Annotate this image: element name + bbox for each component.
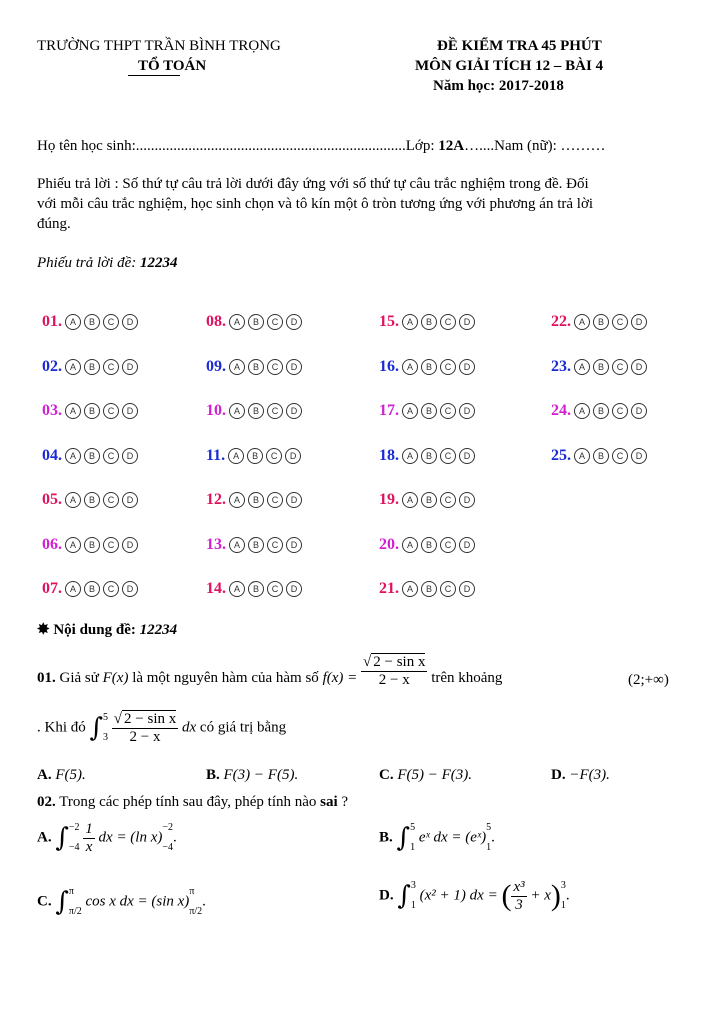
answer-row [379, 491, 475, 509]
q2d-upper: 3 [410, 880, 416, 891]
answer-number: 02. [42, 357, 62, 375]
q2a-eval [162, 818, 173, 858]
answer-bubble-a[interactable]: A [402, 581, 418, 597]
answer-bubble-c[interactable]: C [103, 537, 119, 553]
answer-row [206, 447, 301, 465]
integral-icon: ∫ [55, 823, 69, 853]
answer-bubble-d[interactable]: D [286, 537, 302, 553]
school-year: Năm học: 2017-2018 [433, 78, 564, 94]
answer-bubble-a[interactable]: A [402, 537, 418, 553]
q2a-frac-bottom: x [85, 838, 93, 855]
answer-number: 18. [379, 446, 399, 464]
q2c-eval-lower: π/2 [189, 906, 203, 917]
answer-number: 21. [379, 580, 399, 597]
answer-bubble-c[interactable]: C [267, 492, 283, 508]
answer-bubble-d[interactable]: D [122, 314, 138, 330]
q2c-rest: cos x dx = (sin x) [85, 893, 190, 910]
answer-bubble-b[interactable]: B [421, 448, 437, 464]
answer-row [379, 580, 475, 598]
answer-bubble-a[interactable]: A [574, 314, 590, 330]
answer-bubble-d[interactable]: D [459, 403, 475, 419]
answer-bubble-d[interactable]: D [122, 403, 138, 419]
q1-option-d-value: −F(3). [569, 767, 610, 783]
q1-option-a[interactable] [37, 767, 86, 784]
answer-row [42, 491, 138, 509]
answer-bubble-b[interactable]: B [248, 359, 264, 375]
answer-bubble-c[interactable]: C [266, 448, 282, 464]
answer-row [42, 313, 138, 331]
q2a-eval-upper: −2 [162, 822, 174, 833]
answer-bubble-c[interactable]: C [612, 359, 628, 375]
answer-number: 16. [379, 357, 399, 375]
q1-fraction-2 [112, 711, 178, 746]
answer-bubble-c[interactable]: C [267, 537, 283, 553]
answer-bubble-a[interactable]: A [574, 448, 590, 464]
answer-row [379, 313, 475, 331]
answer-bubble-b[interactable]: B [248, 581, 264, 597]
answer-bubble-d[interactable]: D [122, 359, 138, 375]
answer-bubble-d[interactable]: D [286, 314, 302, 330]
answer-bubble-d[interactable]: D [286, 359, 302, 375]
answer-bubble-a[interactable]: A [229, 359, 245, 375]
integral-icon: ∫ [55, 887, 69, 917]
answer-bubble-d[interactable]: D [122, 492, 138, 508]
answer-bubble-d[interactable]: D [122, 537, 138, 553]
answer-bubble-a[interactable]: A [65, 403, 81, 419]
answer-bubble-c[interactable]: C [440, 581, 456, 597]
exam-code: 12234 [140, 255, 178, 271]
answer-bubble-b[interactable]: B [421, 581, 437, 597]
q1-option-c-value: F(5) − F(3). [397, 767, 473, 783]
answer-bubble-a[interactable]: A [229, 537, 245, 553]
answer-row [379, 447, 475, 465]
answer-number: 25. [551, 446, 571, 464]
q2c-limits [69, 882, 82, 922]
answer-bubble-a[interactable]: A [402, 448, 418, 464]
answer-bubble-b[interactable]: B [84, 492, 100, 508]
class-value: 12A [438, 138, 465, 154]
q2c-eval [189, 882, 202, 922]
instruction-line-3: đúng. [37, 216, 71, 232]
answer-number: 08. [206, 313, 226, 330]
answer-row [551, 447, 647, 465]
q2b-eval [486, 818, 491, 858]
answer-bubble-d[interactable]: D [631, 314, 647, 330]
answer-bubble-a[interactable]: A [229, 492, 245, 508]
q1-option-b-value: F(3) − F(5). [223, 767, 299, 783]
paren-close: ) [550, 879, 561, 912]
q2-bold-word: sai [320, 794, 338, 810]
answer-bubble-d[interactable]: D [459, 581, 475, 597]
answer-bubble-b[interactable]: B [248, 403, 264, 419]
content-heading [37, 620, 177, 639]
exam-title: ĐỀ KIỂM TRA 45 PHÚT [437, 38, 602, 54]
answer-sheet-label: Phiếu trả lời đề: [37, 255, 140, 271]
answer-number: 24. [551, 402, 571, 419]
answer-number: 09. [206, 357, 226, 375]
dept-underline [128, 75, 180, 76]
answer-row [42, 402, 138, 420]
answer-number: 05. [42, 491, 62, 508]
star-icon: ✸ [37, 622, 50, 638]
q2-opt-b-label: B. [379, 829, 393, 846]
answer-number: 06. [42, 535, 62, 553]
answer-bubble-a[interactable]: A [65, 359, 81, 375]
answer-number: 15. [379, 313, 399, 330]
answer-bubble-d[interactable]: D [459, 448, 475, 464]
answer-row [42, 447, 138, 465]
q1-sqrt: 2 − sin x [373, 654, 426, 670]
q1-text-a: Giả sử [55, 669, 103, 686]
q2d-frac-bottom: 3 [515, 896, 523, 913]
answer-bubble-b[interactable]: B [421, 359, 437, 375]
q2d-eval-lower: 1 [560, 900, 566, 911]
q2d-fraction [511, 879, 526, 914]
answer-bubble-b[interactable]: B [84, 448, 100, 464]
q2c-upper: π [68, 886, 74, 897]
instruction-line-2: với mỗi câu trắc nghiệm, học sinh chọn và tô kín một ô tròn tương ứng với phương án trả lời [37, 196, 594, 212]
answer-bubble-b[interactable]: B [421, 537, 437, 553]
answer-bubble-d[interactable]: D [459, 314, 475, 330]
answer-number: 13. [206, 535, 226, 553]
q1-option-c[interactable] [379, 767, 472, 784]
answer-bubble-c[interactable]: C [440, 314, 456, 330]
answer-bubble-c[interactable]: C [103, 403, 119, 419]
q2-opt-d-label: D. [379, 887, 394, 904]
answer-number: 22. [551, 313, 571, 330]
answer-bubble-d[interactable]: D [286, 403, 302, 419]
answer-bubble-d[interactable]: D [459, 492, 475, 508]
answer-bubble-b[interactable]: B [84, 537, 100, 553]
answer-row [42, 358, 138, 376]
answer-bubble-c[interactable]: C [267, 359, 283, 375]
q2d-eval-upper: 3 [560, 880, 566, 891]
q1-frac-top: √ 2 − sin x [363, 654, 426, 670]
q2-option-c[interactable]: C. ∫ π π/2 cos x dx = (sin x) π π/2 . [37, 882, 206, 922]
answer-bubble-a[interactable]: A [65, 581, 81, 597]
answer-bubble-c[interactable]: C [612, 314, 628, 330]
answer-bubble-d[interactable]: D [631, 359, 647, 375]
q2b-eval-upper: 5 [486, 822, 492, 833]
q2c-eval-upper: π [189, 886, 195, 897]
department-name: TỔ TOÁN [138, 58, 207, 74]
answer-bubble-a[interactable]: A [229, 403, 245, 419]
answer-row [379, 358, 475, 376]
answer-bubble-b[interactable]: B [593, 314, 609, 330]
answer-bubble-c[interactable]: C [267, 581, 283, 597]
instruction-line-1: Phiếu trả lời : Số thứ tự câu trả lời dưới đây ứng với số thứ tự câu trắc nghiệm trong đề. Đối [37, 176, 589, 192]
answer-bubble-b[interactable]: B [84, 403, 100, 419]
answer-number: 12. [206, 491, 226, 508]
answer-bubble-b[interactable]: B [421, 492, 437, 508]
answer-number: 17. [379, 402, 399, 419]
answer-sheet-heading [37, 255, 178, 272]
answer-bubble-b[interactable]: B [84, 359, 100, 375]
answer-bubble-d[interactable]: D [459, 359, 475, 375]
q2a-upper: −2 [68, 822, 80, 833]
integral-icon: ∫ [397, 881, 411, 911]
answer-bubble-b[interactable]: B [247, 448, 263, 464]
answer-bubble-c[interactable]: C [440, 537, 456, 553]
question-2 [37, 794, 348, 811]
school-name: TRƯỜNG THPT TRẦN BÌNH TRỌNG [37, 38, 281, 54]
answer-bubble-a[interactable]: A [65, 314, 81, 330]
answer-bubble-a[interactable]: A [65, 537, 81, 553]
q2a-rest: dx = (ln x) [98, 829, 163, 846]
answer-number: 19. [379, 491, 399, 508]
q1-option-b-label: B. [206, 767, 220, 783]
answer-number: 14. [206, 580, 226, 597]
q2d-frac-top: x³ [513, 878, 525, 895]
q2-opt-a-label: A. [37, 829, 52, 846]
answer-row [206, 491, 302, 509]
q2b-limits [410, 818, 415, 858]
answer-row [206, 402, 302, 420]
answer-bubble-c[interactable]: C [612, 403, 628, 419]
q1-text-c: trên khoảng [431, 669, 503, 686]
answer-row [551, 358, 647, 376]
q2c-lower: π/2 [68, 906, 82, 917]
answer-row [206, 536, 302, 554]
q2a-lower: −4 [68, 842, 80, 853]
integral-icon: ∫ [396, 823, 411, 853]
q2-text-a: Trong các phép tính sau đây, phép tính nào [55, 794, 321, 810]
q1-f: f(x) = [322, 669, 358, 686]
answer-bubble-c[interactable]: C [440, 492, 456, 508]
name-field-label: Họ tên học sinh:........................................................................ [37, 138, 406, 154]
answer-bubble-d[interactable]: D [631, 403, 647, 419]
question-1-number: 01. [37, 669, 56, 686]
q2a-fraction [83, 821, 95, 856]
answer-bubble-a[interactable]: A [574, 403, 590, 419]
question-1-line-1 [37, 654, 503, 689]
paren-open: ( [501, 879, 512, 912]
answer-bubble-d[interactable]: D [122, 448, 138, 464]
answer-bubble-c[interactable]: C [612, 448, 628, 464]
q1-lower: 3 [103, 732, 109, 743]
q1-option-a-value: F(5). [55, 767, 86, 783]
class-label: Lớp: [405, 138, 439, 154]
q1-int-limits [103, 708, 108, 748]
q1-F: F(x) [102, 669, 129, 686]
answer-bubble-c[interactable]: C [103, 314, 119, 330]
answer-row [379, 536, 475, 554]
answer-number: 23. [551, 357, 571, 375]
q2-option-b[interactable]: B. ∫ 5 1 eˣ dx = (eˣ) 5 1 . [379, 818, 495, 858]
student-info-line [37, 138, 606, 155]
q2a-frac-top: 1 [85, 820, 93, 837]
answer-bubble-a[interactable]: A [65, 492, 81, 508]
answer-row [206, 358, 302, 376]
answer-bubble-d[interactable]: D [459, 537, 475, 553]
question-2-number: 02. [37, 794, 56, 810]
answer-bubble-a[interactable]: A [402, 403, 418, 419]
answer-bubble-b[interactable]: B [84, 314, 100, 330]
q1-text-b: là một nguyên hàm của hàm số [128, 669, 323, 686]
q2d-lower: 1 [410, 900, 416, 911]
q2d-eval [561, 876, 566, 916]
answer-bubble-c[interactable]: C [103, 359, 119, 375]
q1-dx: dx [182, 719, 197, 736]
answer-bubble-a[interactable]: A [228, 448, 244, 464]
q2-opt-c-label: C. [37, 893, 52, 910]
q1-option-b[interactable] [206, 767, 298, 784]
answer-bubble-c[interactable]: C [440, 359, 456, 375]
q1-option-d-label: D. [551, 767, 566, 783]
answer-bubble-c[interactable]: C [103, 581, 119, 597]
answer-number: 20. [379, 535, 399, 553]
subject-title: MÔN GIẢI TÍCH 12 – BÀI 4 [415, 58, 604, 74]
answer-bubble-d[interactable]: D [286, 581, 302, 597]
content-label: Nội dung đề: [53, 622, 140, 638]
answer-bubble-d[interactable]: D [285, 448, 301, 464]
answer-bubble-c[interactable]: C [103, 492, 119, 508]
answer-row [42, 580, 138, 598]
answer-bubble-d[interactable]: D [286, 492, 302, 508]
answer-bubble-b[interactable]: B [593, 359, 609, 375]
answer-number: 03. [42, 402, 62, 419]
gender-label: …....Nam (nữ): ……… [464, 138, 606, 154]
answer-number: 01. [42, 313, 62, 330]
q1-text-d: . Khi đó [37, 719, 90, 736]
q2b-lower: 1 [410, 842, 416, 853]
q2b-upper: 5 [410, 822, 416, 833]
question-1-line-2 [37, 708, 286, 748]
answer-number: 07. [42, 580, 62, 597]
q2b-rest: eˣ dx = (eˣ) [418, 829, 487, 846]
content-exam-code: 12234 [139, 622, 178, 638]
answer-bubble-b[interactable]: B [593, 403, 609, 419]
answer-bubble-a[interactable]: A [402, 314, 418, 330]
answer-bubble-b[interactable]: B [248, 537, 264, 553]
answer-bubble-c[interactable]: C [267, 314, 283, 330]
answer-bubble-c[interactable]: C [267, 403, 283, 419]
answer-row [206, 580, 302, 598]
q1-frac2-top: √ 2 − sin x [113, 710, 177, 727]
q1-upper: 5 [103, 712, 109, 723]
answer-bubble-b[interactable]: B [84, 581, 100, 597]
answer-row [42, 536, 138, 554]
answer-bubble-b[interactable]: B [593, 448, 609, 464]
answer-row [551, 313, 647, 331]
answer-number: 10. [206, 402, 226, 419]
q1-fraction [361, 654, 427, 689]
answer-bubble-a[interactable]: A [574, 359, 590, 375]
q2a-eval-lower: −4 [162, 842, 174, 853]
q2-option-a[interactable]: A. ∫ −2 −4 $\frac{1}{x}$ dx = (ln x) −2 −4 . [37, 818, 177, 858]
integral-icon: ∫ [89, 713, 104, 743]
q2d-tail: + x [530, 887, 551, 904]
answer-number: 04. [42, 446, 62, 464]
answer-bubble-c[interactable]: C [440, 448, 456, 464]
q2a-limits [69, 818, 80, 858]
answer-bubble-b[interactable]: B [421, 314, 437, 330]
q2b-eval-lower: 1 [486, 842, 492, 853]
answer-bubble-b[interactable]: B [421, 403, 437, 419]
answer-bubble-a[interactable]: A [65, 448, 81, 464]
answer-bubble-d[interactable]: D [631, 448, 647, 464]
answer-bubble-a[interactable]: A [402, 359, 418, 375]
answer-bubble-a[interactable]: A [229, 581, 245, 597]
q1-frac-bottom: 2 − x [378, 672, 410, 688]
answer-bubble-a[interactable]: A [229, 314, 245, 330]
answer-bubble-d[interactable]: D [122, 581, 138, 597]
q2-option-d[interactable]: D. ∫ 3 1 (x² + 1) dx = ( $\frac{\text{x³}}{3}$ + x) 3 1 . [379, 876, 570, 916]
answer-number: 11. [206, 446, 226, 464]
q1-sqrt-2: 2 − sin x [124, 710, 177, 727]
answer-row [379, 402, 475, 420]
q1-interval: (2;+∞) [628, 672, 669, 688]
q2-text-b: ? [337, 794, 349, 810]
answer-bubble-b[interactable]: B [248, 314, 264, 330]
q2d-rest: (x² + 1) dx = [419, 887, 498, 904]
q1-option-c-label: C. [379, 767, 394, 783]
q1-frac2-bottom: 2 − x [129, 728, 161, 745]
q1-option-d[interactable] [551, 767, 610, 784]
q1-text-e: có giá trị bằng [196, 719, 287, 736]
q1-option-a-label: A. [37, 767, 52, 783]
answer-bubble-c[interactable]: C [103, 448, 119, 464]
answer-row [206, 313, 302, 331]
answer-bubble-c[interactable]: C [440, 403, 456, 419]
q2d-limits [411, 876, 416, 916]
answer-bubble-b[interactable]: B [248, 492, 264, 508]
answer-row [551, 402, 647, 420]
answer-bubble-a[interactable]: A [402, 492, 418, 508]
